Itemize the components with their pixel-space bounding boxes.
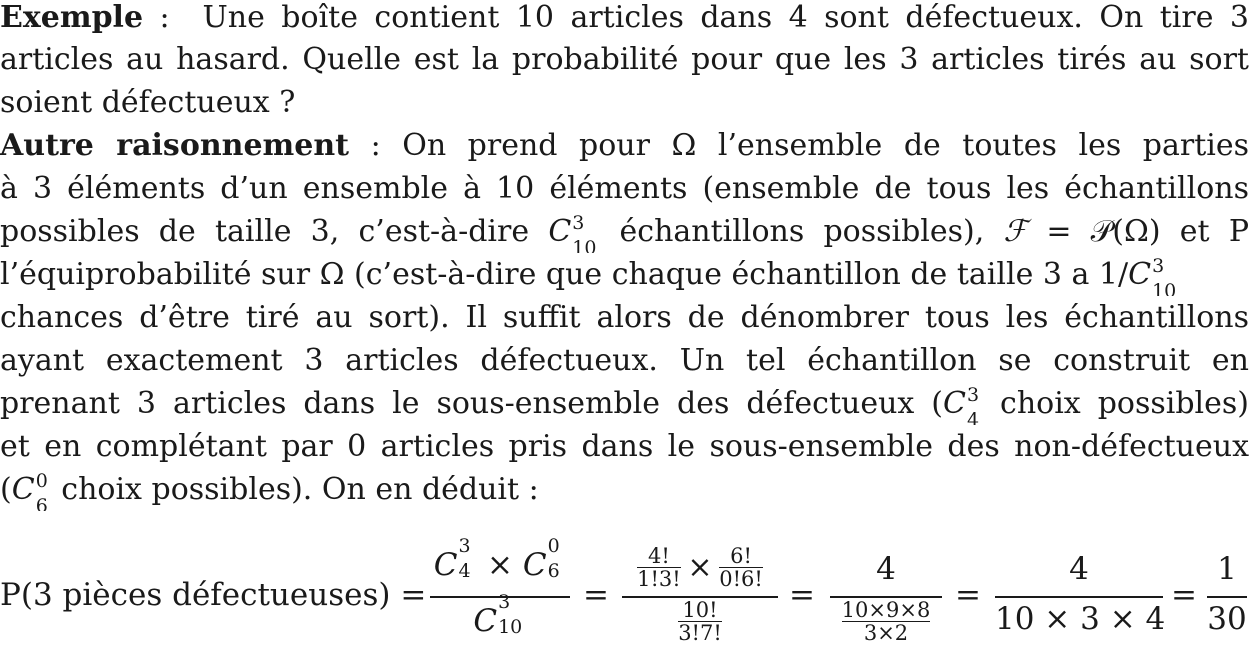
exemple-label: Exemple xyxy=(0,0,144,35)
autre-label: Autre raisonnement xyxy=(0,128,350,163)
probability-equation: P(3 pièces défectueuses) = C 3 4 × C 0 6 C 3 10 = $\frac{4!}{1!3!}$ × $\frac{6!}{0!6!}$ $\frac{10!}{3!7!}$ = 4 $\frac{10\times 9\times 8}{3\times 2}$ = 4 10 × 3 × 4 = 1 30 xyxy=(0,535,1247,645)
equation-lhs: P(3 pièces défectueuses) = xyxy=(0,577,427,613)
autre-line-6: ayant exactement 3 articles défectueux. Un tel échantillon se construit en xyxy=(0,343,1249,378)
exemple-text-1: Une boîte contient 10 articles dans 4 sont défectueux. On tire 3 xyxy=(202,0,1249,35)
binomial-c-4-3: C 3 4 xyxy=(943,384,980,425)
autre-line-4: l’équiprobabilité sur Ω (c’est-à-dire que chaque échantillon de taille 3 a 1/C 3 10 xyxy=(0,255,1177,296)
binomial-c-10-3-b: C 3 10 xyxy=(1128,255,1177,296)
autre-line-7: prenant 3 articles dans le sous-ensemble des défectueux (C 3 4 choix possibles) xyxy=(0,384,1249,425)
fraction-1: C 3 4 × C 0 6 C 3 10 xyxy=(430,545,570,645)
autre-line-5: chances d’être tiré au sort). Il suffit alors de dénombrer tous les échantillons xyxy=(0,300,1249,335)
exemple-line-1: Exemple : Une boîte contient 10 articles dans 4 sont défectueux. On tire 3 xyxy=(0,0,1249,35)
sigma-algebra-symbol: ℱ xyxy=(1003,214,1028,249)
autre-line-2: à 3 éléments d’un ensemble à 10 éléments (ensemble de tous les échantillons xyxy=(0,171,1249,206)
exemple-line-2: articles au hasard. Quelle est la probabilité pour que les 3 articles tirés au sort xyxy=(0,42,1249,77)
autre-line-8: et en complétant par 0 articles pris dans le sous-ensemble des non-défectueux xyxy=(0,429,1249,464)
binomial-c-10-3: C 3 10 xyxy=(548,212,597,253)
fraction-2: $\frac{4!}{1!3!}$ × $\frac{6!}{0!6!}$ $\frac{10!}{3!7!}$ xyxy=(622,545,778,645)
autre-line-3: possibles de taille 3, c’est-à-dire C 3 10 échantillons possibles), ℱ = 𝒫(Ω) et P xyxy=(0,212,1249,253)
fraction-5: 1 30 xyxy=(1207,551,1247,637)
autre-line-1: Autre raisonnement : On prend pour Ω l’ensemble de toutes les parties xyxy=(0,128,1249,163)
fraction-4: 4 10 × 3 × 4 xyxy=(995,551,1166,637)
binomial-c-6-0: C 0 6 xyxy=(11,470,48,511)
fraction-3: 4 $\frac{10\times 9\times 8}{3\times 2}$ xyxy=(830,545,942,645)
exemple-line-3: soient défectueux ? xyxy=(0,85,296,120)
autre-line-9: (C 0 6 choix possibles). On en déduit : xyxy=(0,470,539,511)
